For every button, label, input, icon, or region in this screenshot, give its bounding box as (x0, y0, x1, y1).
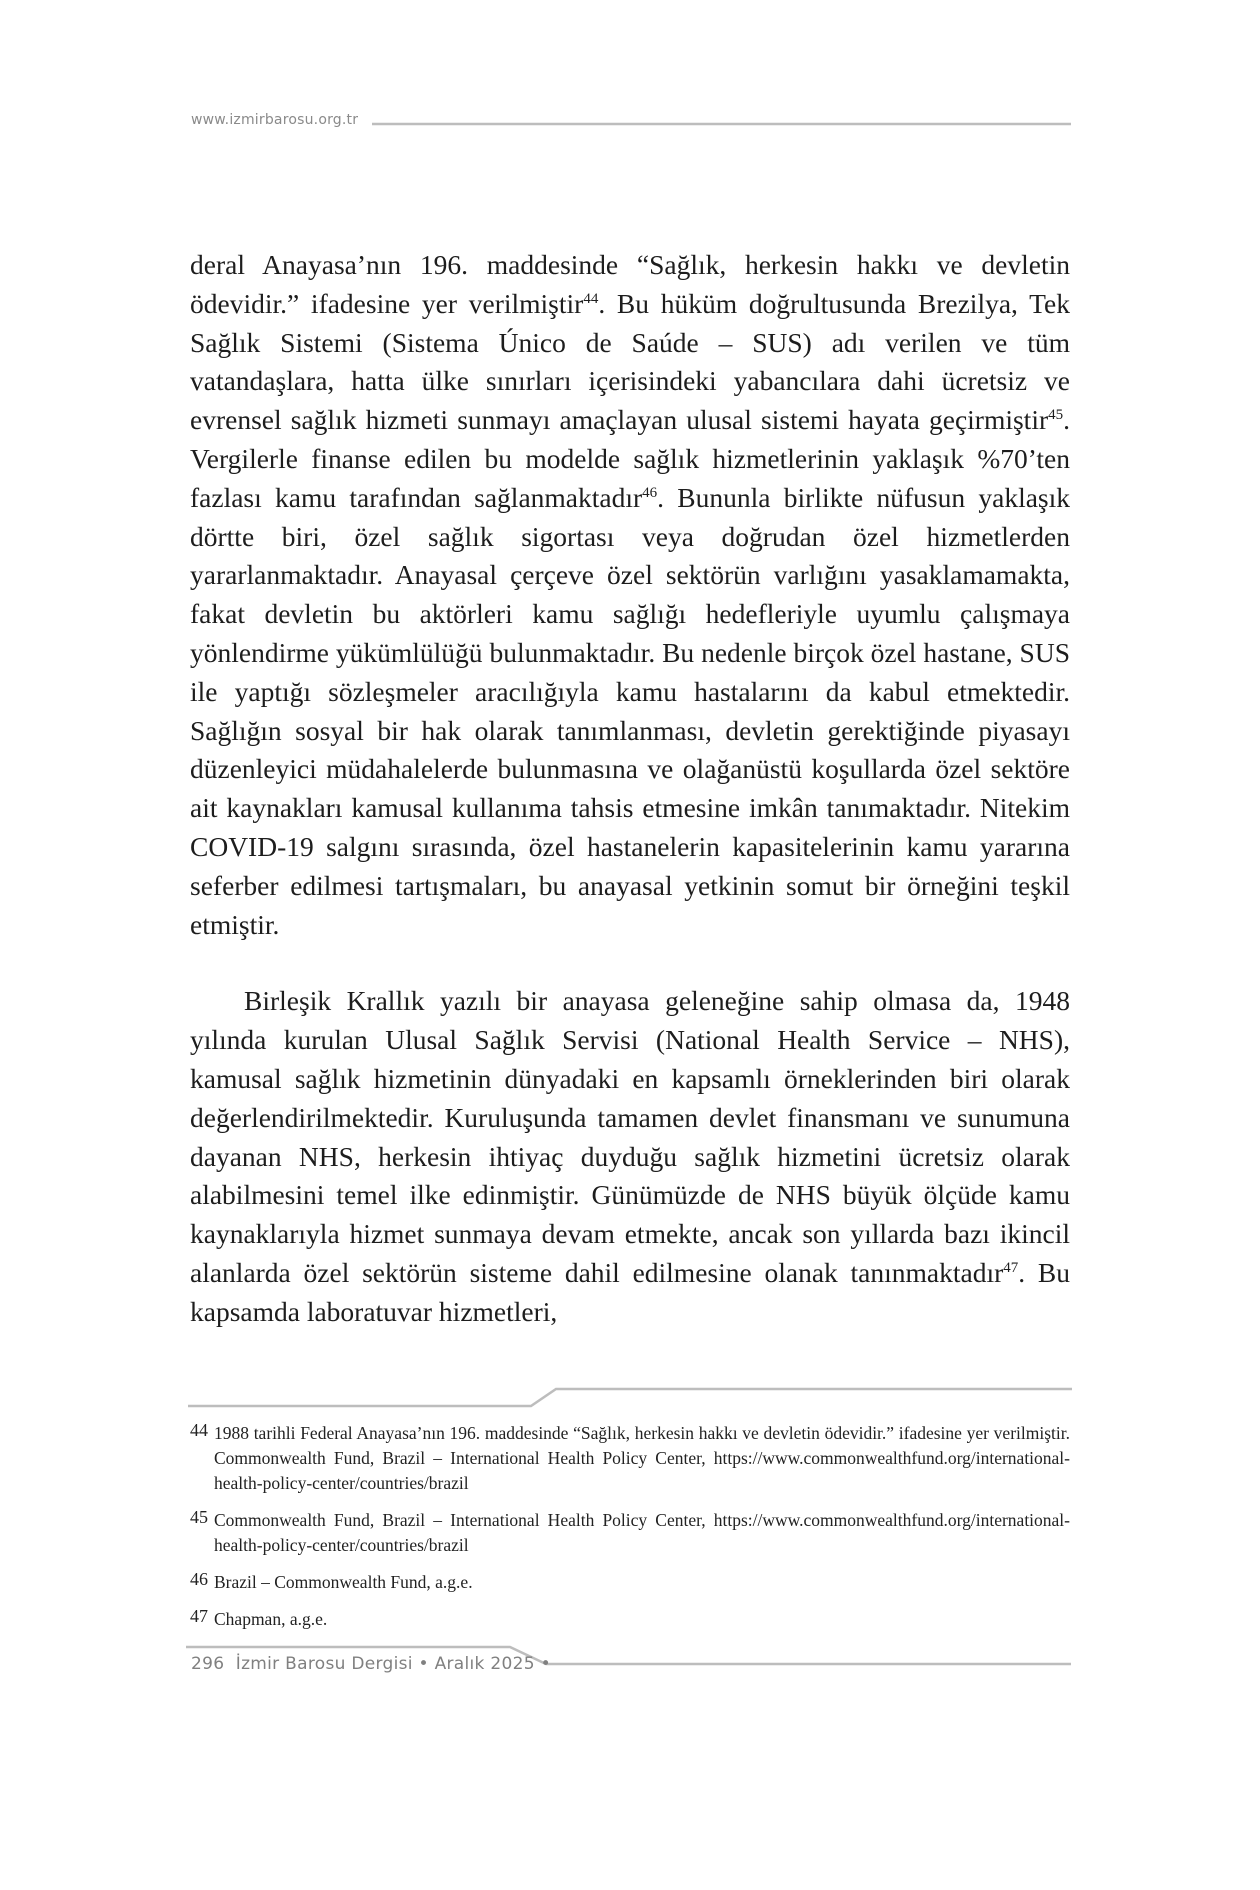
footnote-ref-44[interactable]: 44 (583, 290, 599, 307)
footnote-text: Brazil – Commonwealth Fund, a.g.e. (214, 1572, 473, 1592)
footnote-ref-45[interactable]: 45 (1048, 407, 1064, 424)
footnote-text: Commonwealth Fund, Brazil – International Health Policy Center, https://www.commonwealthfund.org/international-health-policy-center/countries/brazil (214, 1510, 1070, 1555)
paragraph-uk: Birleşik Krallık yazılı bir anayasa geleneğine sahip olmasa da, 1948 yılında kurulan Ulusal Sağlık Servisi (National Health Service – NHS), kamusal sağlık hizmetinin dünyadaki en kapsamlı örneklerinden biri olarak değerlendirilmektedir. Kuruluşunda tamamen devlet finansmanı ve sunumuna dayanan NHS, herkesin ihtiyaç duyduğu sağlık hizmetini ücretsiz olarak alabilmesini temel ilke edinmiştir. Günümüzde de NHS büyük ölçüde kamu kaynaklarıyla hizmet sunmaya devam etmekte, ancak son yıllarda bazı ikincil alanlarda özel sektörün sisteme dahil edilmesine olanak tanınmaktadır$^{47}$. Bu kapsamda laboratuvar hizmetleri, (190, 985, 1070, 1327)
footnote-separator (188, 1389, 1072, 1406)
footnote-ref-47[interactable]: 47 (1003, 1259, 1019, 1276)
footnote-number: 46 (190, 1569, 208, 1589)
footnote-text: 1988 tarihli Federal Anayasa’nın 196. maddesinde “Sağlık, herkesin hakkı ve devletin ödevidir.” ifadesine yer verilmiştir. Commonwealth Fund, Brazil – International Health Policy Center, https://www.commonwealthfund.org/international-health-policy-center/countries/brazil (214, 1423, 1070, 1493)
paragraph-brazil: deral Anayasa’nın 196. maddesinde “Sağlık, herkesin hakkı ve devletin ödevidir.” ifadesine yer verilmiştir$^{44}$. Bu hüküm doğrultusunda Brezilya, Tek Sağlık Sistemi (Sistema Único de Saúde – SUS) adı verilen ve tüm vatandaşlara, hatta ülke sınırları içerisindeki yabancılara dahi ücretsiz ve evrensel sağlık hizmeti sunmayı amaçlayan ulusal sistemi hayata geçirmiştir$^{45}$. Vergilerle finanse edilen bu modelde sağlık hizmetlerinin yaklaşık %70’ten fazlası kamu tarafından sağlanmaktadır$^{46}$. Bununla birlikte nüfusun yaklaşık dörtte biri, özel sağlık sigortası veya doğrudan özel hizmetlerden yararlanmaktadır. Anayasal çerçeve özel sektörün varlığını yasaklamamakta, fakat devletin bu aktörleri kamu sağlığı hedefleriyle uyumlu çalışmaya yönlendirme yükümlülüğü bulunmaktadır. Bu nedenle birçok özel hastane, SUS ile yaptığı sözleşmeler aracılığıyla kamu hastalarını da kabul etmektedir. Sağlığın sosyal bir hak olarak tanımlanması, devletin gerektiğinde piyasayı düzenleyici müdahalelerde bulunmasına ve olağanüstü koşullarda özel sektöre ait kaynakları kamusal kullanıma tahsis etmesine imkân tanımaktadır. Nitekim COVID-19 salgını sırasında, özel hastanelerin kapasitelerinin kamu yararına seferber edilmesi tartışmaları, bu anayasal yetkinin somut bir örneğini teşkil etmiştir. (190, 249, 1071, 940)
footnotes (190, 1418, 1070, 1641)
body-text (190, 246, 1070, 1332)
footnote-44 (190, 1418, 1070, 1496)
footnote-45 (190, 1505, 1070, 1558)
footnote-number: 44 (190, 1420, 208, 1440)
footnote-46 (190, 1567, 1070, 1595)
footnote-ref-46[interactable]: 46 (642, 484, 658, 501)
header-url: www.izmirbarosu.org.tr (191, 112, 359, 128)
footnote-47 (190, 1604, 1070, 1632)
footnote-text: Chapman, a.g.e. (214, 1609, 328, 1629)
footnote-number: 45 (190, 1507, 208, 1527)
footnote-number: 47 (190, 1606, 208, 1626)
page-footer: 296 İzmir Barosu Dergisi • Aralık 2025 • (191, 1654, 551, 1674)
